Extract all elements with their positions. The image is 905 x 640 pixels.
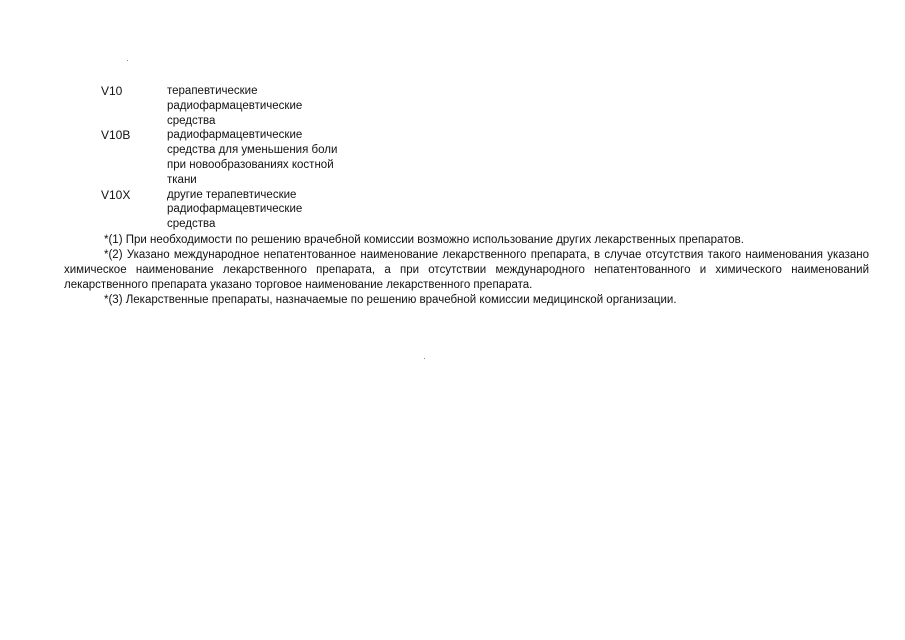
scan-speck-middle bbox=[424, 358, 425, 359]
footnote-1: *(1) При необходимости по решению врачебной комиссии возможно использование других лекарственных препаратов. bbox=[104, 234, 744, 246]
footnote-3: *(3) Лекарственные препараты, назначаемые по решению врачебной комиссии медицинской организации. bbox=[104, 294, 677, 306]
table-row bbox=[88, 84, 367, 128]
atc-description: терапевтические радиофармацевтические средства bbox=[167, 85, 303, 127]
scan-speck-top bbox=[127, 60, 128, 61]
footnote-2: *(2) Указано международное непатентованное наименование лекарственного препарата, в случае отсутствия такого наименования указано химическое наименование лекарственного препарата, а при отсутствии международного непатентованного и химического наименований лекарственного препарата указано торговое наименование лекарственного препарата. bbox=[64, 249, 869, 291]
atc-code: V10 bbox=[101, 84, 123, 98]
atc-description: радиофармацевтические средства для уменьшения боли при новообразованиях костной ткани bbox=[167, 129, 338, 186]
atc-code: V10B bbox=[101, 128, 131, 143]
atc-description: другие терапевтические радиофармацевтические средства bbox=[167, 188, 303, 231]
footnotes bbox=[64, 233, 869, 308]
atc-code-table bbox=[88, 84, 367, 232]
atc-code: V10X bbox=[101, 187, 131, 202]
table-row bbox=[88, 128, 367, 187]
table-row bbox=[88, 188, 367, 232]
